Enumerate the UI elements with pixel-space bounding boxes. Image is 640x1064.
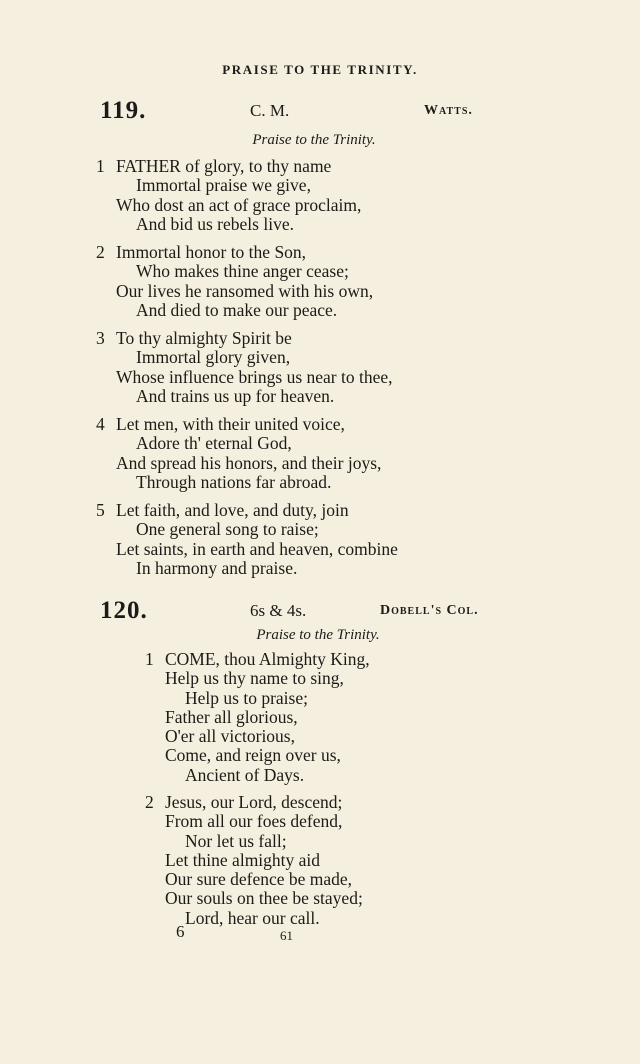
hymn-title: Praise to the Trinity. [256,627,380,643]
stanza-number: 5 [96,500,105,520]
verse-line: And trains us up for heaven. [136,385,335,406]
verse-line: Help us to praise; [185,687,308,708]
stanza [0,329,640,406]
hymn-number: 120. [100,597,148,624]
verse-line: O'er all victorious, [165,726,295,747]
verse-line: Our sure defence be made, [165,869,353,890]
verse-line: Who makes thine anger cease; [136,261,349,282]
verse-line: Help us thy name to sing, [165,668,344,689]
verse-line: Nor let us fall; [185,830,287,851]
stanza [0,157,640,234]
hymn-author: Dobell's Col. [380,603,479,618]
verse-line: Ancient of Days. [185,764,305,785]
verse-line: Let saints, in earth and heaven, combine [116,538,398,559]
verse-line: Let men, with their united voice, [116,414,345,434]
verse-line: Immortal glory given, [136,347,291,368]
verse-line: In harmony and praise. [136,557,298,578]
stanza [0,415,640,492]
verse-line: Our souls on thee be stayed; [165,888,363,909]
verse-line: Whose influence brings us near to thee, [116,366,393,387]
hymn-header [0,97,640,127]
stanza [0,793,640,928]
verse-line: One general song to raise; [136,519,319,540]
hymn-number: 119. [100,97,147,124]
running-head: PRAISE TO THE TRINITY. [222,62,418,77]
verse-line: Immortal praise we give, [136,175,311,196]
hymn-author: Watts. [424,103,473,118]
signature-mark: 6 [176,922,185,941]
stanza [0,650,640,785]
stanza-number: 4 [96,414,105,434]
verse-line: Lord, hear our call. [185,907,320,928]
verse-line: FATHER of glory, to thy name [116,156,332,176]
verse-line: Adore th' eternal God, [136,433,292,454]
stanza-number: 1 [96,156,105,176]
verse-line: From all our foes defend, [165,811,343,832]
stanza [0,501,640,578]
stanza-number: 3 [96,328,105,348]
stanza-number: 1 [145,649,154,669]
verse-line: Through nations far abroad. [136,471,332,492]
verse-line: And bid us rebels live. [136,213,294,234]
verse-line: And died to make our peace. [136,299,338,320]
verse-line: Let thine almighty aid [165,849,321,870]
verse-line: Who dost an act of grace proclaim, [116,194,362,215]
hymn-title: Praise to the Trinity. [252,132,376,148]
stanza [0,243,640,320]
verse-line: To thy almighty Spirit be [116,328,292,348]
hymn-meter: C. M. [250,101,290,120]
verse-line: Father all glorious, [165,706,298,727]
page-number: 61 [280,928,293,943]
verse-line: Come, and reign over us, [165,745,341,766]
stanza-number: 2 [145,792,154,812]
hymn-meter: 6s & 4s. [250,601,307,620]
verse-line: Our lives he ransomed with his own, [116,280,374,301]
stanza-number: 2 [96,242,105,262]
hymn-header [0,597,640,627]
verse-line: Immortal honor to the Son, [116,242,307,262]
verse-line: And spread his honors, and their joys, [116,452,382,473]
verse-line: Let faith, and love, and duty, join [116,500,349,520]
verse-line: COME, thou Almighty King, [165,649,370,669]
verse-line: Jesus, our Lord, descend; [165,792,343,812]
